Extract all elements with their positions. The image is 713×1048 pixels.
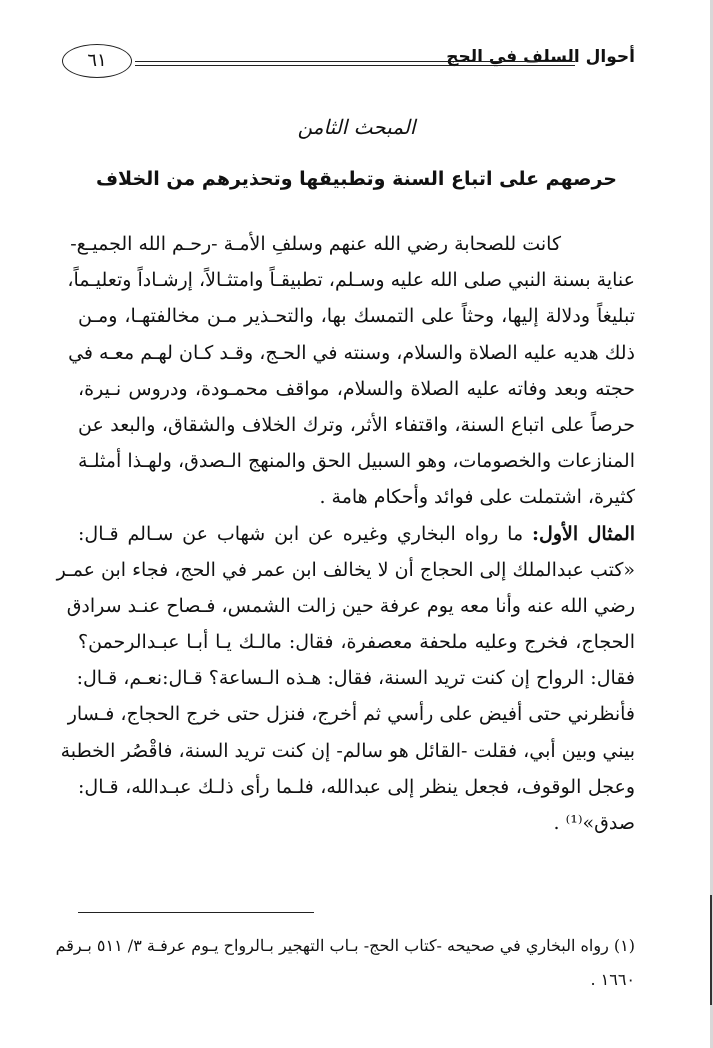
- text-line: الحجاج، فخرج وعليه ملحفة معصفرة، فقال: مالـك يـا أبـا عبـدالرحمن؟: [78, 631, 636, 654]
- text-line: فقال: الرواح إن كنت تريد السنة، فقال: هـذه الـساعة؟ قـال:نعـم، قـال:: [76, 667, 635, 690]
- text-line: كانت للصحابة رضي الله عنهم وسلفِ الأمـة -رحـم الله الجميـع-: [70, 233, 561, 255]
- text-line: «كتب عبدالملك إلى الحجاج أن لا يخالف ابن عمر في الحج، فجاء ابن عمـر: [56, 558, 635, 581]
- text-line: المنازعات والخصومات، وهو السبيل الحق والمنهج الـصدق، ولهـذا أمثلـة: [78, 450, 635, 473]
- text-line: رضي الله عنه وأنا معه يوم عرفة حين زالت الشمس، فـصاح عنـد سرادق: [66, 594, 635, 617]
- example-line: [78, 516, 635, 552]
- header-rule: [135, 65, 575, 66]
- text-line: وعجل الوقوف، فجعل ينظر إلى عبدالله، فلـما رأى ذلـك عبـدالله، قـال:: [78, 775, 635, 798]
- example-label: المثال الأول:: [532, 522, 636, 545]
- text-line: صدق»⁽¹⁾ .: [553, 812, 635, 834]
- text-line: ذلك هديه عليه الصلاة والسلام، وسنته في الحـج، وقـد كـان لهـم معـه في: [68, 341, 635, 364]
- footnote-line: (١) رواه البخاري في صحيحه -كتاب الحج- بـاب التهجير بـالرواح يـوم عرفـة ٣/ ٥١١ بـرقم: [55, 936, 635, 955]
- text-line: فأنظرني حتى أفيض على رأسي ثم أخرج، فنزل حتى خرج الحجاج، فـسار: [67, 703, 635, 726]
- text-line: كثيرة، اشتملت على فوائد وأحكام هامة .: [319, 486, 635, 509]
- scan-mark: [710, 895, 712, 1005]
- body-text: [56, 226, 636, 841]
- text-line: بيني وبين أبي، فقلت -القائل هو سالم- إن كنت تريد السنة، فاقْصُر الخطبة: [60, 739, 635, 762]
- footnote-line: ١٦٦٠ .: [590, 970, 635, 989]
- text-line: حرصاً على اتباع السنة، واقتفاء الأثر، وترك الخلاف والشقاق، والبعد عن: [78, 413, 635, 436]
- section-title: المبحث الثامن: [297, 115, 416, 139]
- example-intro: ما رواه البخاري وغيره عن ابن شهاب عن سـالم قـال:: [78, 522, 533, 545]
- section-subtitle: حرصهم على اتباع السنة وتطبيقها وتحذيرهم من الخلاف: [95, 168, 617, 190]
- text-line: عناية بسنة النبي صلى الله عليه وسـلم، تطبيقـاً وامتثـالاً، إرشـاداً وتعليـماً،: [67, 269, 635, 292]
- running-title: أحوال السلف في الحج: [446, 47, 635, 67]
- footnote-rule: [78, 912, 314, 913]
- text-line: تبليغاً ودلالة إليها، وحثاً على التمسك بها، والتحـذير مـن مخالفتهـا، ومـن: [78, 305, 635, 328]
- text-line: حجته وبعد وفاته عليه الصلاة والسلام، مواقف محمـودة، ودروس نـيرة،: [78, 377, 635, 400]
- footnote: [55, 929, 635, 997]
- header-rule: [135, 61, 575, 62]
- page-number: ٦١: [62, 44, 132, 78]
